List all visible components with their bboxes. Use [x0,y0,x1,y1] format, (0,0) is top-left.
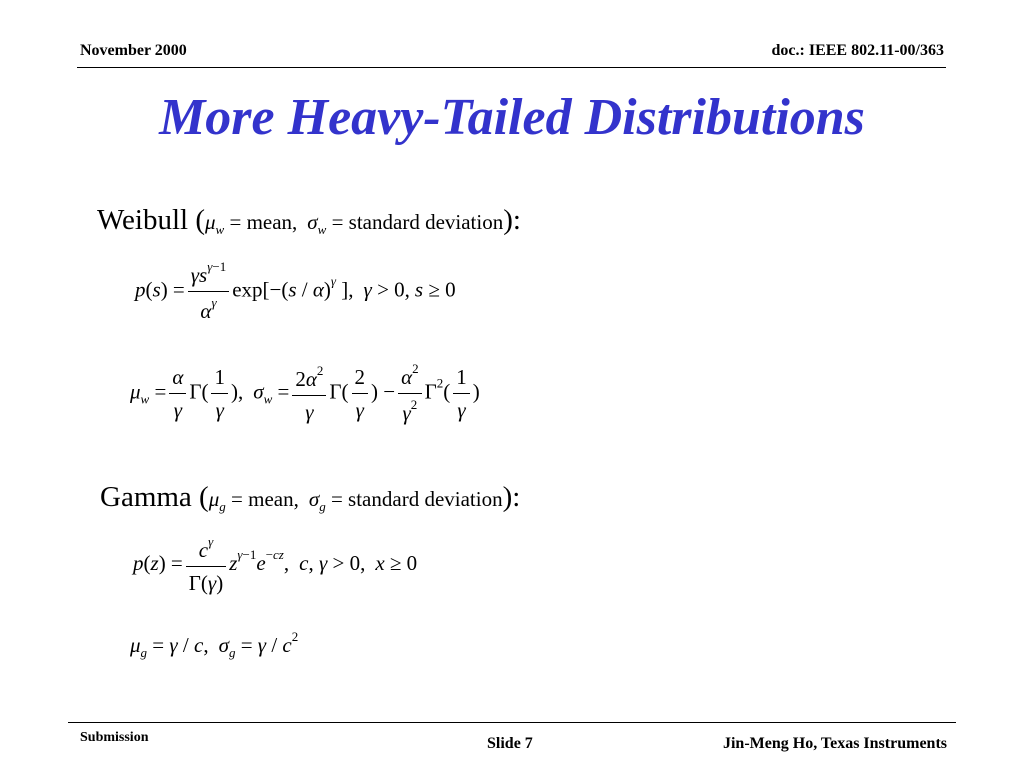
gamma-heading: Gamma ($\mu_g$ = mean, $\sigma_g$ = standard deviation): [100,481,521,514]
weibull-moments-formula: $\mu_w$ = $\frac{\alpha}{\gamma}$ Γ( $\frac{1}{\gamma}$ ), $\sigma_w$ = $\frac{2\alpha^2}{\gamma}$ Γ( $\frac{2}{\gamma}$ ) − $\frac{\alpha^2}{\gamma^2}$ $\Gamma^2$( $\frac{1}{\gamma}$ ) [130,361,480,426]
header-divider [77,67,946,68]
weibull-label: Weibull ( [97,204,205,236]
gamma-mean-text: mean, [248,487,299,511]
weibull-sd-text: standard deviation [348,210,504,234]
footer-slide-number: Slide 7 [487,735,533,752]
gamma-label: Gamma ( [100,481,209,513]
weibull-mean-text: mean, [246,210,298,234]
footer-divider [68,722,956,723]
footer-submission: Submission [80,730,149,745]
header-doc-id: doc.: IEEE 802.11-00/363 [771,42,944,59]
weibull-pdf-formula: p(s) = $\frac{\gamma s^{\gamma-1}}{\alpha^\gamma}$ exp[−(s / α)$^\gamma$ ], γ > 0, s ≥ 0 [135,259,456,324]
weibull-closer: ): [503,204,521,236]
gamma-closer: ): [502,481,521,513]
gamma-moments-formula: $\mu_g = \gamma / c$, $\sigma_g = \gamma / c^2$ [130,629,299,660]
header-date: November 2000 [80,42,187,59]
gamma-pdf-formula: p(z) = $\frac{c^\gamma}{\Gamma(\gamma)}$ $z^{\gamma-1}e^{-cz}$, c, γ > 0, x ≥ 0 [133,534,418,596]
weibull-heading: Weibull ($\mu_w$ = mean, $\sigma_w$ = standard deviation): [97,204,521,237]
slide-title: More Heavy-Tailed Distributions [159,89,865,146]
footer-author: Jin-Meng Ho, Texas Instruments [722,735,947,752]
gamma-sd-text: standard deviation [348,487,503,511]
